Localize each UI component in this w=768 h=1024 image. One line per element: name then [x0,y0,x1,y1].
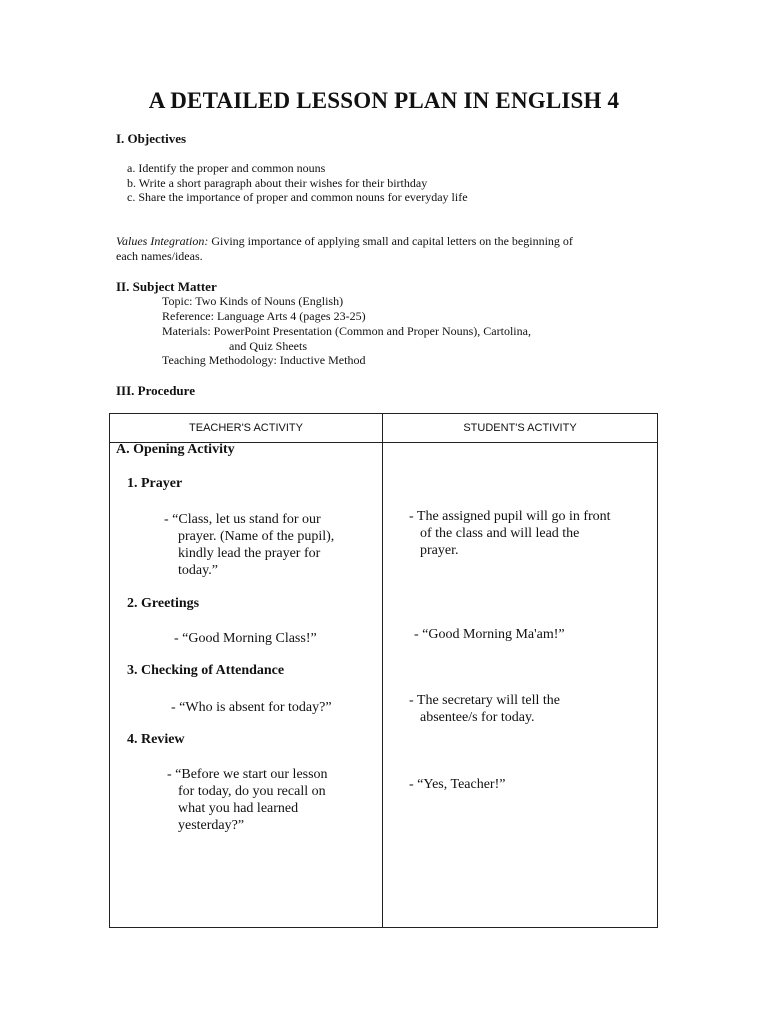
subject-materials: Materials: PowerPoint Presentation (Common and Proper Nouns), Cartolina, [162,324,531,338]
table-column-divider [382,414,383,927]
values-integration-label: Values Integration: [116,234,209,248]
student-activity-header: STUDENT'S ACTIVITY [463,422,577,434]
step-label-attendance: 3. Checking of Attendance [127,663,285,678]
subject-methodology: Teaching Methodology: Inductive Method [162,353,366,367]
teacher-prayer-line: kindly lead the prayer for [178,546,321,561]
step-label-review: 4. Review [127,732,185,747]
student-review-line: - “Yes, Teacher!” [409,777,506,792]
step-label-greetings: 2. Greetings [127,596,200,611]
opening-activity-heading: A. Opening Activity [116,442,235,457]
student-prayer-line: prayer. [420,543,459,558]
teacher-prayer-line: prayer. (Name of the pupil), [178,529,335,544]
objective-item: b. Write a short paragraph about their wishes for their birthday [127,176,428,190]
teacher-review-line: what you had learned [178,801,299,816]
teacher-prayer-line: today.” [178,563,218,578]
student-greeting-line: - “Good Morning Ma'am!” [414,627,565,642]
teacher-review-line: for today, do you recall on [178,784,326,799]
values-integration-text: Giving importance of applying small and capital letters on the beginning of [208,234,573,248]
teacher-review-line: - “Before we start our lesson [167,767,328,782]
values-integration-line1 [116,234,573,249]
subject-topic: Topic: Two Kinds of Nouns (English) [162,294,344,308]
subject-matter-heading: II. Subject Matter [116,279,217,294]
student-prayer-line: - The assigned pupil will go in front [409,509,611,524]
objectives-heading: I. Objectives [116,131,187,146]
procedure-heading: III. Procedure [116,383,195,398]
values-integration-line2: each names/ideas. [116,249,203,263]
document-title: A DETAILED LESSON PLAN IN ENGLISH 4 [148,88,620,113]
subject-materials-cont: and Quiz Sheets [229,339,307,353]
teacher-prayer-line: - “Class, let us stand for our [164,512,321,527]
subject-reference: Reference: Language Arts 4 (pages 23-25) [162,309,366,323]
step-label-prayer: 1. Prayer [127,476,183,491]
teacher-attendance-line: - “Who is absent for today?” [171,700,332,715]
objective-item: c. Share the importance of proper and common nouns for everyday life [127,190,468,204]
student-attendance-line: absentee/s for today. [420,710,535,725]
objective-item: a. Identify the proper and common nouns [127,161,326,175]
student-attendance-line: - The secretary will tell the [409,693,560,708]
student-prayer-line: of the class and will lead the [420,526,580,541]
teacher-activity-header: TEACHER'S ACTIVITY [189,422,303,434]
teacher-greeting-line: - “Good Morning Class!” [174,631,317,646]
teacher-review-line: yesterday?” [178,818,245,833]
